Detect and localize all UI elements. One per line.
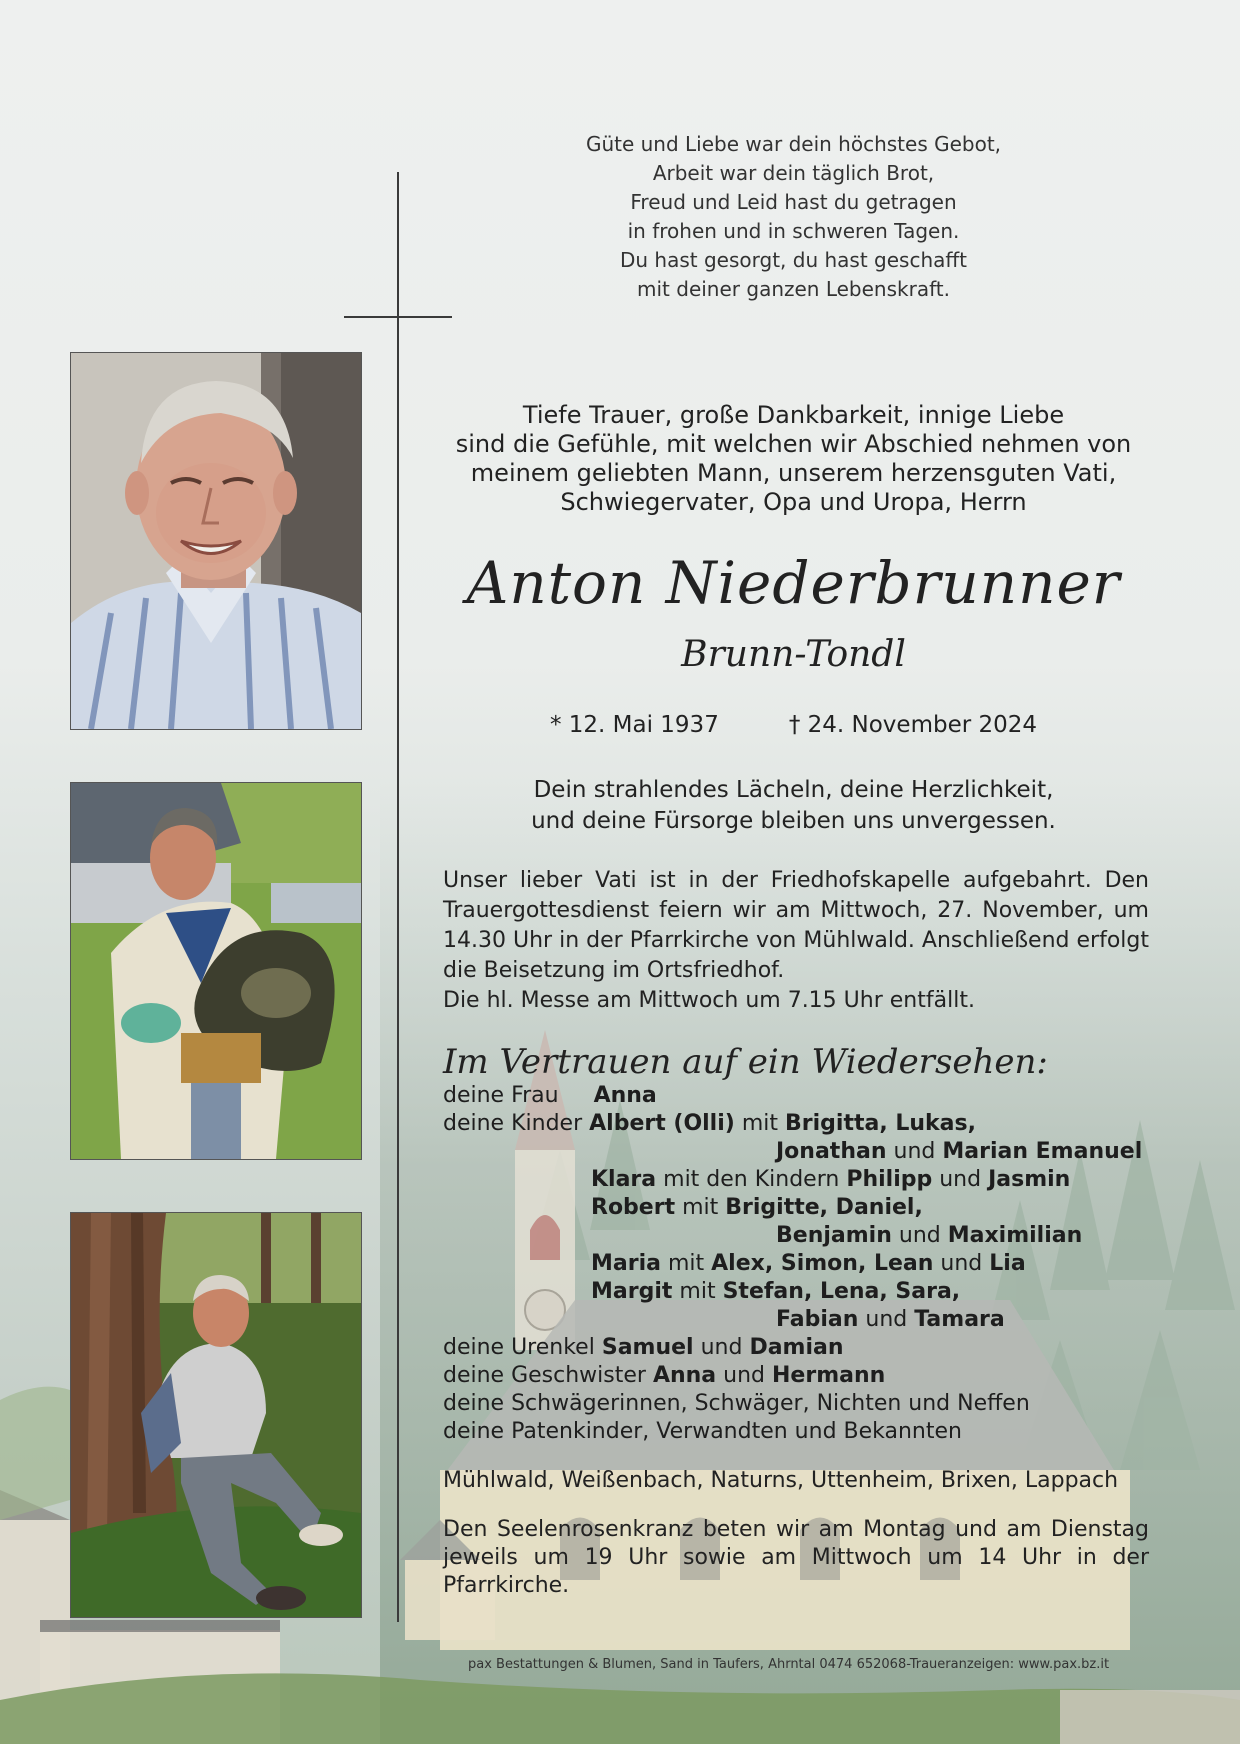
intro-line: Tiefe Trauer, große Dankbarkeit, innige Liebe (522, 401, 1065, 429)
family-name: Robert (591, 1195, 676, 1220)
family-row (443, 1306, 1163, 1334)
family-connector: mit (682, 1195, 719, 1220)
intro-line: meinem geliebten Mann, unserem herzensguten Vati, (470, 459, 1117, 487)
family-row-geschwister (443, 1362, 1163, 1390)
places-list: Mühlwald, Weißenbach, Naturns, Uttenheim, Brixen, Lappach (443, 1468, 1119, 1493)
vertrauen-heading: Im Vertrauen auf ein Wiedersehen: (443, 1042, 1048, 1082)
birth-date: * 12. Mai 1937 (549, 712, 719, 738)
family-row (443, 1194, 1163, 1222)
poem-line: Du hast gesorgt, du hast geschafft (619, 248, 967, 272)
remembrance-quote (440, 775, 1147, 837)
family-name: Brigitta, Lukas, (785, 1111, 976, 1136)
family-name: Damian (749, 1335, 844, 1360)
family-label: deine Schwägerinnen, Schwäger, Nichten und Neffen (443, 1391, 1030, 1416)
info-line: Unser lieber Vati ist in der Friedhofskapelle aufgebahrt. Den (443, 868, 1149, 893)
family-name: Brigitte, Daniel, (725, 1195, 923, 1220)
family-name: Stefan, Lena, Sara, (722, 1279, 961, 1304)
poem-line: Freud und Leid hast du getragen (630, 190, 957, 214)
info-line: Die hl. Messe am Mittwoch um 7.15 Uhr entfällt. (443, 988, 975, 1013)
family-label: deine Urenkel (443, 1335, 595, 1360)
portrait-photo (70, 352, 362, 730)
family-name: Maximilian (947, 1223, 1083, 1248)
family-name: Margit (591, 1279, 673, 1304)
quote-line: Dein strahlendes Lächeln, deine Herzlichkeit, (533, 777, 1054, 803)
quote-line: und deine Fürsorge bleiben uns unvergessen. (531, 808, 1056, 834)
family-connector: mit den Kindern (663, 1167, 840, 1192)
beekeeping-photo (70, 782, 362, 1160)
family-connector: und (893, 1139, 936, 1164)
family-connector: mit (679, 1279, 716, 1304)
info-line: die Beisetzung im Ortsfriedhof. (443, 958, 785, 983)
family-connector: und (865, 1307, 908, 1332)
family-row-paten (443, 1418, 1163, 1446)
family-name: Klara (591, 1167, 657, 1192)
family-connector: und (723, 1363, 766, 1388)
family-row-schwaeger (443, 1390, 1163, 1418)
rosary-info (443, 1516, 1149, 1600)
family-name: Jonathan (776, 1139, 887, 1164)
family-name: Marian Emanuel (942, 1139, 1143, 1164)
funeral-info (443, 866, 1149, 1016)
family-list (443, 1082, 1163, 1446)
family-row-kinder (443, 1110, 1163, 1138)
family-label: deine Patenkinder, Verwandten und Bekannten (443, 1419, 962, 1444)
family-name: Samuel (601, 1335, 694, 1360)
family-name: Anna (593, 1083, 657, 1108)
poem-line: mit deiner ganzen Lebenskraft. (637, 277, 950, 301)
family-name: Tamara (914, 1307, 1005, 1332)
family-label: deine Geschwister (443, 1363, 646, 1388)
cross-vertical-line (397, 172, 399, 1622)
poem (520, 130, 1067, 304)
family-name: Fabian (776, 1307, 859, 1332)
deceased-name: Anton Niederbrunner (466, 549, 1121, 617)
poem-line: in frohen und in schweren Tagen. (627, 219, 960, 243)
poem-line: Arbeit war dein täglich Brot, (652, 161, 935, 185)
family-name: Lia (989, 1251, 1026, 1276)
cross-horizontal-line (344, 316, 452, 318)
family-row-urenkel (443, 1334, 1163, 1362)
deceased-nickname: Brunn-Tondl (681, 634, 906, 675)
info-line: 14.30 Uhr in der Pfarrkirche von Mühlwald. Anschließend erfolgt (443, 928, 1149, 953)
family-connector: mit (667, 1251, 705, 1276)
forest-photo (70, 1212, 362, 1618)
family-name: Albert (Olli) (589, 1111, 735, 1136)
family-connector: und (898, 1223, 941, 1248)
info-line: Trauergottesdienst feiern wir am Mittwoch, 27. November, um (443, 898, 1149, 923)
family-connector: und (940, 1251, 983, 1276)
family-name: Philipp (846, 1167, 933, 1192)
intro-line: Schwiegervater, Opa und Uropa, Herrn (560, 488, 1027, 516)
family-name: Jasmin (988, 1167, 1071, 1192)
rosary-line: jeweils um 19 Uhr sowie am Mittwoch um 14 Uhr in der Pfarrkirche. (443, 1545, 1149, 1598)
family-row (443, 1166, 1163, 1194)
family-row (443, 1278, 1163, 1306)
family-name: Hermann (772, 1363, 886, 1388)
intro-line: sind die Gefühle, mit welchen wir Abschied nehmen von (455, 430, 1132, 458)
death-date: † 24. November 2024 (788, 712, 1038, 738)
family-row (443, 1222, 1163, 1250)
family-label: deine Frau (443, 1083, 559, 1108)
footer-undertaker: pax Bestattungen & Blumen, Sand in Taufers, Ahrntal 0474 652068-Traueranzeigen: www.pax.bz.it (468, 1657, 1110, 1672)
family-name: Alex, Simon, Lean (711, 1251, 934, 1276)
life-dates (440, 710, 1147, 740)
family-name: Maria (591, 1251, 661, 1276)
family-connector: und (939, 1167, 982, 1192)
family-row (443, 1138, 1163, 1166)
family-row-frau (443, 1082, 1163, 1110)
rosary-line: Den Seelenrosenkranz beten wir am Montag und am Dienstag (443, 1517, 1149, 1542)
family-name: Benjamin (776, 1223, 892, 1248)
family-label: deine Kinder (443, 1111, 583, 1136)
family-row (443, 1250, 1163, 1278)
intro-text (440, 401, 1147, 517)
family-name: Anna (652, 1363, 717, 1388)
poem-line: Güte und Liebe war dein höchstes Gebot, (585, 132, 1002, 156)
family-connector: mit (741, 1111, 778, 1136)
family-connector: und (700, 1335, 743, 1360)
